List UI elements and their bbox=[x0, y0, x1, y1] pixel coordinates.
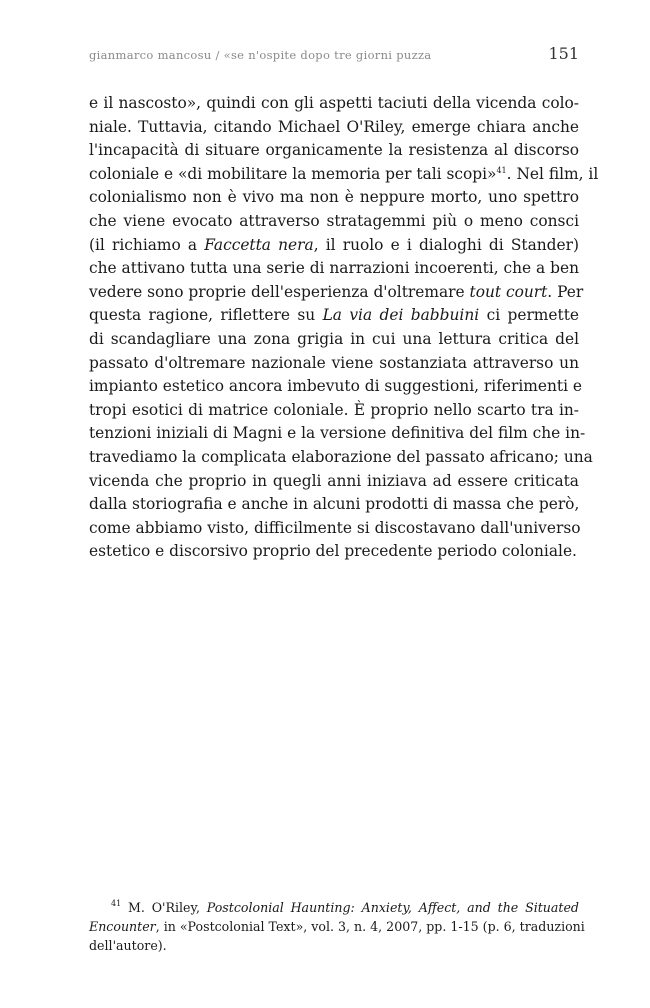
text-line: che attivano tutta una serie di narrazioni incoerenti, che a ben bbox=[89, 259, 579, 278]
text-line: dalla storiografia e anche in alcuni prodotti di massa che però, bbox=[89, 495, 580, 514]
text-segment: coloniale e «di mobilitare la memoria per tali scopi» bbox=[89, 164, 497, 183]
footnote-number: 41 bbox=[111, 899, 122, 908]
italic-phrase: tout court bbox=[469, 282, 548, 301]
text-line: che viene evocato attraverso stratagemmi più o meno consci bbox=[89, 211, 579, 230]
footnote-line bbox=[89, 917, 585, 936]
film-title-italic: La via dei babbuini bbox=[322, 306, 480, 325]
text-line bbox=[89, 304, 579, 328]
text-line: di scandagliare una zona grigia in cui una lettura critica del bbox=[89, 329, 579, 348]
cited-title-italic: Encounter bbox=[89, 919, 156, 934]
text-line: vicenda che proprio in quegli anni iniziava ad essere criticata bbox=[89, 471, 579, 490]
text-line: impianto estetico ancora imbevuto di suggestioni, riferimenti e bbox=[89, 377, 582, 396]
text-segment: questa ragione, riflettere su bbox=[89, 306, 316, 325]
text-segment: , in «Postcolonial Text», vol. 3, n. 4, 2007, pp. 1-15 (p. 6, traduzioni bbox=[155, 919, 585, 934]
text-segment: M. O'Riley, bbox=[121, 900, 207, 915]
footnote-reference: 41 bbox=[496, 165, 507, 175]
text-segment: (il richiamo a bbox=[89, 235, 198, 254]
text-segment: , il ruolo e i dialoghi di Stander) bbox=[313, 235, 579, 254]
running-head-text: gianmarco mancosu / «se n'ospite dopo tre giorni puzza bbox=[89, 48, 432, 62]
running-head bbox=[89, 46, 579, 66]
film-title-italic: Faccetta nera bbox=[204, 235, 314, 254]
text-line: come abbiamo visto, difficilmente si discostavano dall'universo bbox=[89, 518, 581, 537]
text-line bbox=[89, 281, 584, 305]
text-line bbox=[89, 163, 599, 187]
text-segment: vedere sono proprie dell'esperienza d'oltremare bbox=[89, 282, 465, 301]
text-line: colonialismo non è vivo ma non è neppure morto, uno spettro bbox=[89, 188, 579, 207]
footnote bbox=[89, 898, 585, 955]
text-line: niale. Tuttavia, citando Michael O'Riley, emerge chiara anche bbox=[89, 117, 579, 136]
text-line: e il nascosto», quindi con gli aspetti taciuti della vicenda colo- bbox=[89, 94, 579, 112]
main-text bbox=[89, 92, 599, 564]
text-segment: ci permette bbox=[479, 306, 579, 325]
footnote-line: dell'autore). bbox=[89, 938, 167, 953]
text-line: passato d'oltremare nazionale viene sostanziata attraverso un bbox=[89, 353, 579, 372]
footnote-line bbox=[89, 898, 579, 917]
text-segment: . Per bbox=[547, 282, 584, 301]
page-number: 151 bbox=[548, 44, 579, 63]
text-line: tropi esotici di matrice coloniale. È proprio nello scarto tra in- bbox=[89, 400, 579, 419]
text-line: tenzioni iniziali di Magni e la versione definitiva del film che in- bbox=[89, 424, 586, 443]
text-line: l'incapacità di situare organicamente la resistenza al discorso bbox=[89, 141, 579, 160]
cited-title-italic: Postcolonial Haunting: Anxiety, Affect, and the Situated bbox=[206, 900, 579, 915]
text-line bbox=[89, 234, 579, 258]
text-line: travediamo la complicata elaborazione del passato africano; una bbox=[89, 447, 593, 466]
text-segment: . Nel film, il bbox=[506, 164, 599, 183]
text-line: estetico e discorsivo proprio del precedente periodo coloniale. bbox=[89, 542, 577, 561]
